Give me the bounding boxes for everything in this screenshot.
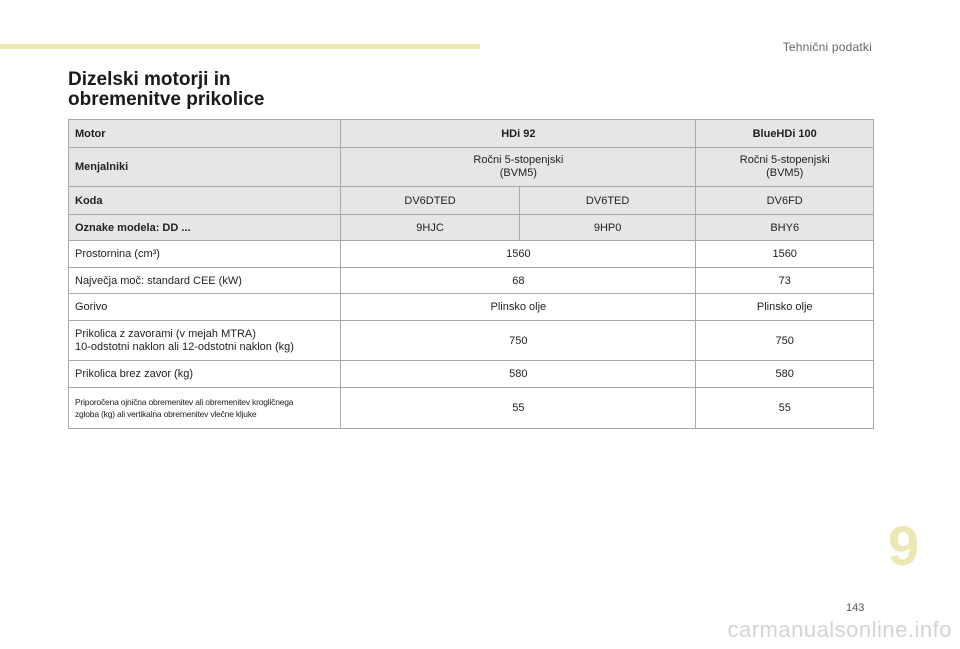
table-row-prostornina bbox=[69, 241, 874, 268]
cell-hdi92: 1560 bbox=[341, 241, 696, 268]
row-label-line: 10-odstotni naklon ali 12-odstotni naklon (kg) bbox=[75, 340, 294, 353]
table-row-oznake bbox=[69, 215, 874, 241]
table-row-prikolica-zavorami bbox=[69, 321, 874, 361]
row-label: Menjalniki bbox=[69, 148, 341, 187]
table-row-moc bbox=[69, 268, 874, 294]
cell-value: 9HJC bbox=[341, 215, 520, 241]
cell-hdi92: 580 bbox=[341, 361, 696, 388]
table-row-motor bbox=[69, 120, 874, 148]
cell-line: Ročni 5-stopenjski bbox=[739, 154, 830, 166]
row-label: Prikolica brez zavor (kg) bbox=[69, 361, 341, 388]
row-label: Največja moč: standard CEE (kW) bbox=[69, 268, 341, 294]
page-title-line-1: Dizelski motorji in bbox=[68, 69, 231, 90]
row-label: Motor bbox=[69, 120, 341, 148]
cell-hdi92 bbox=[341, 148, 696, 187]
cell-value: DV6TED bbox=[519, 187, 696, 215]
diesel-engine-spec-table bbox=[68, 119, 874, 429]
page-title-line-2: obremenitve prikolice bbox=[68, 89, 265, 110]
table-row-koda bbox=[69, 187, 874, 215]
cell-hdi92: 750 bbox=[341, 321, 696, 361]
cell-bluehdi100: BlueHDi 100 bbox=[696, 120, 874, 148]
row-label: Gorivo bbox=[69, 294, 341, 321]
row-label-line: Priporočena ojnična obremenitev ali obremenitev krogličnega bbox=[75, 397, 294, 407]
row-label: Prostornina (cm³) bbox=[69, 241, 341, 268]
cell-value: BHY6 bbox=[696, 215, 874, 241]
section-name: Tehnični podatki bbox=[782, 40, 872, 54]
row-label: Oznake modela: DD ... bbox=[69, 215, 341, 241]
cell-line: (BVM5) bbox=[499, 167, 537, 179]
cell-hdi92: Plinsko olje bbox=[341, 294, 696, 321]
cell-hdi92: 55 bbox=[341, 388, 696, 429]
table-row-obremenitev bbox=[69, 388, 874, 429]
table-row-gorivo bbox=[69, 294, 874, 321]
row-label bbox=[69, 321, 341, 361]
cell-bluehdi100: Plinsko olje bbox=[696, 294, 874, 321]
cell-bluehdi100: 1560 bbox=[696, 241, 874, 268]
row-label bbox=[69, 388, 341, 429]
cell-value: 9HP0 bbox=[519, 215, 696, 241]
cell-line: (BVM5) bbox=[766, 167, 804, 179]
cell-line: Ročni 5-stopenjski bbox=[473, 154, 564, 166]
header-accent-bar bbox=[0, 44, 480, 49]
cell-hdi92: 68 bbox=[341, 268, 696, 294]
row-label-line: Prikolica z zavorami (v mejah MTRA) bbox=[75, 327, 256, 340]
table-row-menjalniki bbox=[69, 148, 874, 187]
page-number: 143 bbox=[846, 602, 865, 614]
row-label-line: zgloba (kg) ali vertikalna obremenitev vlečne kljuke bbox=[75, 409, 257, 419]
cell-bluehdi100 bbox=[696, 148, 874, 187]
watermark: carmanualsonline.info bbox=[727, 617, 952, 642]
cell-bluehdi100: 750 bbox=[696, 321, 874, 361]
cell-value: DV6DTED bbox=[341, 187, 520, 215]
page-title bbox=[68, 70, 264, 110]
row-label: Koda bbox=[69, 187, 341, 215]
cell-bluehdi100: 55 bbox=[696, 388, 874, 429]
cell-hdi92: HDi 92 bbox=[341, 120, 696, 148]
chapter-number: 9 bbox=[888, 514, 920, 577]
table-row-prikolica-brez bbox=[69, 361, 874, 388]
cell-value: DV6FD bbox=[696, 187, 874, 215]
cell-bluehdi100: 580 bbox=[696, 361, 874, 388]
cell-bluehdi100: 73 bbox=[696, 268, 874, 294]
